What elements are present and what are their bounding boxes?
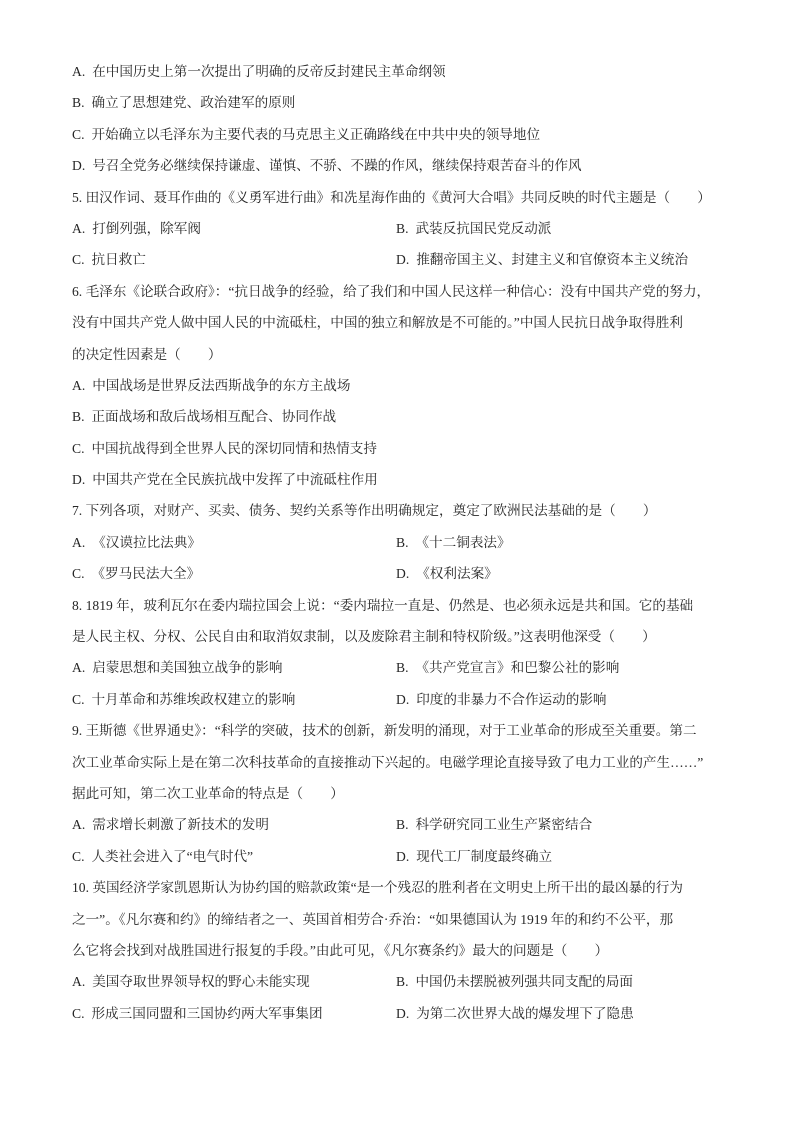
option-text: 号召全党务必继续保持谦虚、谨慎、不骄、不躁的作风，继续保持艰苦奋斗的作风 [92, 158, 582, 174]
option-text: 中国仍未摆脱被列强共同支配的局面 [415, 974, 633, 990]
option-item [72, 684, 396, 715]
option-item [396, 1006, 634, 1021]
option-item [72, 127, 540, 142]
option-row [72, 87, 732, 118]
question-stem-line: 据此可知，第二次工业革命的特点是（ ） [72, 785, 344, 801]
option-text: 推翻帝国主义、封建主义和官僚资本主义统治 [416, 252, 689, 268]
option-row [72, 244, 732, 275]
option-row [72, 684, 732, 715]
option-item [72, 652, 396, 683]
option-item [72, 158, 582, 173]
option-label: C. [72, 126, 85, 142]
question-stem-line: 7. 下列各项，对财产、买卖、债务、契约关系等作出明确规定，奠定了欧洲民法基础的是（ ） [72, 503, 657, 519]
option-label: D. [72, 158, 86, 174]
option-label: B. [72, 409, 85, 425]
question-stem-line: 次工业革命实际上是在第二次科技革命的直接推动下兴起的。电磁学理论直接导致了电力工业的产生……” [72, 754, 704, 770]
option-row [72, 213, 732, 244]
option-label: D. [396, 566, 410, 582]
option-item [72, 409, 336, 424]
option-text: 为第二次世界大战的爆发埋下了隐患 [416, 1005, 634, 1021]
option-text: 中国抗战得到全世界人民的深切同情和热情支持 [91, 440, 377, 456]
option-item [72, 95, 295, 110]
question-stem-line: 么它将会找到对战胜国进行报复的手段。”由此可见，《凡尔赛条约》最大的问题是（ ） [72, 942, 609, 958]
option-row [72, 401, 732, 432]
option-row [72, 652, 732, 683]
option-text: 现代工厂制度最终确立 [416, 848, 553, 864]
option-row [72, 370, 732, 401]
question-stem-line: 是人民主权、分权、公民自由和取消奴隶制，以及废除君主制和特权阶级。”这表明他深受（ ） [72, 629, 656, 645]
option-item [396, 817, 592, 832]
option-text: 形成三国同盟和三国协约两大军事集团 [91, 1005, 323, 1021]
option-text: 《十二铜表法》 [415, 534, 511, 550]
option-item [396, 660, 619, 675]
option-label: A. [72, 64, 86, 79]
question-stem-line: 的决定性因素是（ ） [72, 346, 222, 362]
option-text: 《汉谟拉比法典》 [92, 534, 201, 550]
option-label: C. [72, 566, 85, 582]
option-item [72, 527, 396, 558]
option-item [396, 221, 551, 236]
option-row [72, 56, 732, 87]
option-item [72, 998, 396, 1029]
option-text: 正面战场和敌后战场相互配合、协同作战 [91, 409, 337, 425]
option-label: B. [396, 534, 409, 550]
option-label: C. [72, 1005, 85, 1021]
option-text: 十月革命和苏维埃政权建立的影响 [91, 691, 296, 707]
option-item [72, 841, 396, 872]
question-stem-line: 没有中国共产党人做中国人民的中流砥柱，中国的独立和解放是不可能的。”中国人民抗日战争取得胜利 [72, 315, 683, 331]
option-label: D. [396, 1005, 410, 1021]
option-text: 开始确立以毛泽东为主要代表的马克思主义正确路线在中共中央的领导地位 [91, 126, 541, 142]
option-label: A. [72, 974, 86, 990]
question-stem-line: 9. 王斯德《世界通史》：“科学的突破，技术的创新，新发明的涌现，对于工业革命的形成至关重要。第二 [72, 723, 697, 739]
question-stem-line: 之一”。《凡尔赛和约》的缔结者之一、英国首相劳合·乔治：“如果德国认为 1919 年的和约不公平，那 [72, 911, 674, 927]
option-label: C. [72, 691, 85, 707]
option-row [72, 119, 732, 150]
option-item [72, 558, 396, 589]
option-item [72, 64, 446, 79]
option-text: 在中国历史上第一次提出了明确的反帝反封建民主革命纲领 [92, 64, 446, 79]
option-text: 人类社会进入了“电气时代” [91, 848, 254, 864]
option-row [72, 558, 732, 589]
option-text: 《罗马民法大全》 [91, 566, 201, 582]
option-label: A. [72, 377, 86, 393]
option-label: C. [72, 440, 85, 456]
option-item [72, 472, 378, 487]
option-text: 美国夺取世界领导权的野心未能实现 [92, 974, 310, 990]
option-row [72, 150, 732, 181]
option-label: C. [72, 252, 85, 268]
option-item [396, 849, 552, 864]
option-label: D. [396, 691, 410, 707]
option-label: B. [396, 220, 409, 236]
option-text: 《权利法案》 [416, 566, 498, 582]
option-text: 中国共产党在全民族抗战中发挥了中流砥柱作用 [92, 472, 378, 488]
option-row [72, 464, 732, 495]
option-item [72, 966, 396, 997]
question-stem-line: 8. 1819 年，玻利瓦尔在委内瑞拉国会上说：“委内瑞拉一直是、仍然是、也必须永远是共和国。它的基础 [72, 597, 694, 613]
option-label: A. [72, 534, 86, 550]
option-label: B. [72, 95, 85, 111]
option-text: 需求增长刺激了新技术的发明 [92, 817, 269, 833]
question-stem-line: 10. 英国经济学家凯恩斯认为协约国的赔款政策“是一个残忍的胜利者在文明史上所干出的最凶暴的行为 [72, 880, 683, 896]
option-label: B. [396, 817, 409, 833]
option-item [396, 692, 607, 707]
option-text: 印度的非暴力不合作运动的影响 [416, 691, 607, 707]
option-text: 启蒙思想和美国独立战争的影响 [92, 660, 283, 676]
option-text: 中国战场是世界反法西斯战争的东方主战场 [92, 377, 351, 393]
option-label: A. [72, 660, 86, 676]
option-label: D. [396, 252, 410, 268]
exam-content [72, 56, 732, 1029]
option-row [72, 841, 732, 872]
option-label: A. [72, 220, 86, 236]
option-label: D. [396, 848, 410, 864]
option-item [72, 441, 377, 456]
option-label: D. [72, 472, 86, 488]
option-label: B. [396, 974, 409, 990]
option-label: C. [72, 848, 85, 864]
option-label: B. [396, 660, 409, 676]
option-text: 《共产党宣言》和巴黎公社的影响 [415, 660, 620, 676]
question-stem-line: 5. 田汉作词、聂耳作曲的《义勇军进行曲》和冼星海作曲的《黄河大合唱》共同反映的时代主题是（ ） [72, 189, 711, 205]
option-row [72, 966, 732, 997]
option-item [396, 566, 498, 581]
option-row [72, 527, 732, 558]
option-item [396, 535, 511, 550]
option-row [72, 809, 732, 840]
option-text: 打倒列强，除军阀 [92, 220, 201, 236]
option-item [396, 252, 688, 267]
option-item [396, 974, 633, 989]
option-item [72, 809, 396, 840]
question-stem-line: 6. 毛泽东《论联合政府》：“抗日战争的经验，给了我们和中国人民这样一种信心：没有中国共产党的努力， [72, 283, 711, 299]
option-text: 确立了思想建党、政治建军的原则 [91, 95, 296, 111]
option-item [72, 378, 351, 393]
option-row [72, 998, 732, 1029]
option-item [72, 244, 396, 275]
option-text: 抗日救亡 [91, 252, 146, 268]
option-item [72, 213, 396, 244]
option-label: A. [72, 817, 86, 833]
option-text: 武装反抗国民党反动派 [415, 220, 552, 236]
option-text: 科学研究同工业生产紧密结合 [415, 817, 593, 833]
option-row [72, 433, 732, 464]
